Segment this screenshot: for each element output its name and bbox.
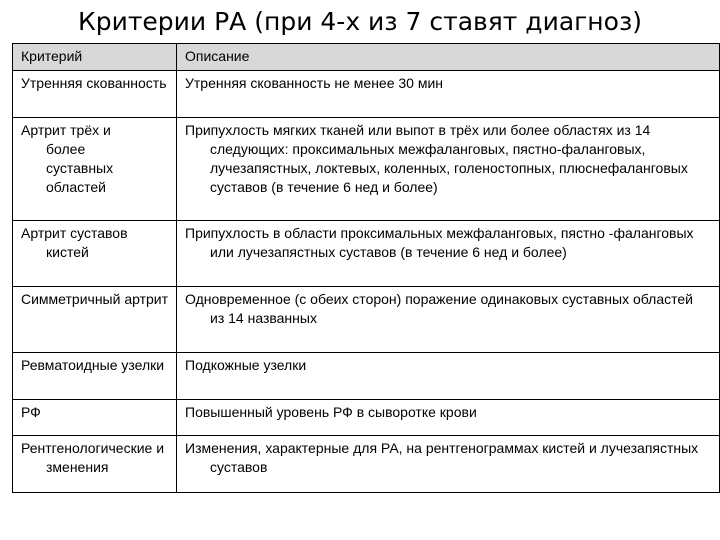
table-row: [13, 71, 720, 118]
column-header-description: Описание: [177, 44, 720, 71]
table-row: [13, 287, 720, 353]
description-cell: Припухлость в области проксимальных межфаланговых, пястно -фаланговых или лучезапястных суставов (в течение 6 нед и более): [185, 225, 694, 260]
table-row: [13, 353, 720, 400]
criterion-cell: Артрит суставов кистей: [21, 225, 128, 260]
description-cell: Припухлость мягких тканей или выпот в трёх или более областях из 14 следующих: проксимальных межфаланговых, пястно-фаланговых, лучезапястных, локтевых, коленных, голеностопных, плюснефаланговых суставов (в течение 6 нед и более): [185, 122, 688, 195]
table-row: [13, 221, 720, 287]
criterion-cell: Артрит трёх и более суставных областей: [21, 122, 114, 195]
criterion-cell: РФ: [21, 404, 41, 420]
criterion-cell: Рентгенологические изменения: [21, 440, 165, 475]
description-cell: Одновременное (с обеих сторон) поражение одинаковых суставных областей из 14 названных: [185, 291, 693, 326]
column-header-criterion: Критерий: [13, 44, 177, 71]
table-row: [13, 400, 720, 436]
description-cell: Подкожные узелки: [185, 357, 307, 373]
criterion-cell: Утренняя скованность: [21, 75, 167, 91]
description-cell: Утренняя скованность не менее 30 мин: [185, 75, 444, 91]
table-row: [13, 118, 720, 221]
description-cell: Изменения, характерные для РА, на рентгенограммах кистей и лучезапястных суставов: [185, 440, 699, 475]
criteria-table: [12, 43, 720, 493]
criterion-cell: Симметричный артрит: [21, 291, 169, 307]
description-cell: Повышенный уровень РФ в сыворотке крови: [185, 404, 477, 420]
table-row: [13, 436, 720, 493]
criterion-cell: Ревматоидные узелки: [21, 357, 165, 373]
page-title: Критерии РА (при 4-х из 7 ставят диагноз): [77, 7, 642, 36]
table-header-row: [13, 44, 720, 71]
